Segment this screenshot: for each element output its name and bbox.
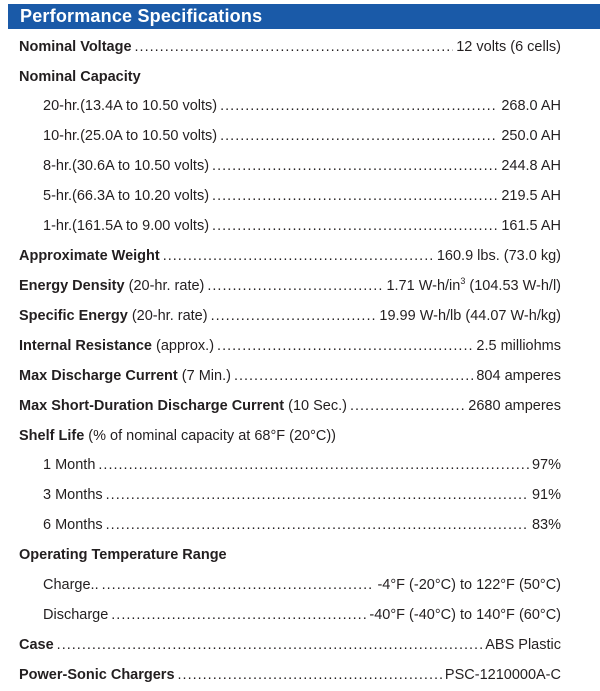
spec-heading-operating-temp [19,547,561,567]
capacity-rate: 10-hr. [43,128,81,144]
shelf-life-period: 1 Month [43,457,96,473]
shelf-life-period: 6 Months [43,517,103,533]
capacity-row [43,98,561,118]
spec-value [386,278,561,294]
dot-leader [212,218,498,234]
dot-leader [212,188,498,204]
temp-row-discharge [43,607,561,627]
dot-leader [207,278,383,294]
spec-label: Shelf Life [19,428,85,444]
capacity-detail: (161.5A to 9.00 volts) [72,218,210,234]
spec-row-energy-density [19,278,561,298]
shelf-life-value: 91% [531,487,561,503]
dot-leader [111,607,366,623]
spec-value: 19.99 W-h/lb (44.07 W-h/kg) [379,308,561,324]
dot-leader [106,517,529,533]
dot-leader [135,39,454,55]
spec-row-nominal-voltage [19,39,561,59]
capacity-detail: (66.3A to 10.20 volts) [72,188,210,204]
spec-heading: Nominal Capacity [19,69,141,85]
shelf-life-period: 3 Months [43,487,103,503]
capacity-row [43,218,561,238]
shelf-life-row [43,517,561,537]
shelf-life-value: 97% [531,457,561,473]
spec-label: Max Short-Duration Discharge Current [19,398,285,414]
spec-value: ABS Plastic [485,637,561,653]
spec-row-max-discharge [19,368,561,388]
dot-leader [350,398,465,414]
spec-row-specific-energy [19,308,561,328]
spec-row-max-short-duration [19,398,561,418]
temp-value: -4°F (-20°C) to 122°F (50°C) [377,577,561,593]
dot-leader [220,128,498,144]
temp-row-charge [43,577,561,597]
spec-row-internal-resistance [19,338,561,358]
dot-leader [102,577,375,593]
spec-row-chargers [19,667,561,687]
spec-value: PSC-1210000A-C [444,667,561,683]
spec-value: 2680 amperes [468,398,561,414]
spec-label: Approximate Weight [19,248,160,264]
spec-note: (10 Sec.) [288,398,347,414]
capacity-value: 244.8 AH [501,158,561,174]
dot-leader [178,667,442,683]
spec-row-case [19,637,561,657]
dot-leader [220,98,498,114]
capacity-rate: 20-hr. [43,98,81,114]
spec-label: Internal Resistance [19,338,152,354]
capacity-rate: 1-hr. [43,218,73,234]
shelf-life-row [43,487,561,507]
spec-row-approx-weight [19,248,561,268]
spec-note: (7 Min.) [181,368,231,384]
capacity-rate: 5-hr. [43,188,73,204]
spec-note: (% of nominal capacity at 68°F (20°C)) [88,428,337,444]
temp-label: Discharge [43,607,109,623]
spec-label: Energy Density [19,278,125,294]
dot-leader [163,248,434,264]
temp-value: -40°F (-40°C) to 140°F (60°C) [369,607,561,623]
spec-value: 2.5 milliohms [476,338,561,354]
spec-value: 804 amperes [476,368,561,384]
capacity-value: 161.5 AH [501,218,561,234]
spec-note: (20-hr. rate) [131,308,208,324]
spec-heading: Operating Temperature Range [19,547,227,563]
spec-heading-nominal-capacity [19,69,561,89]
spec-label: Case [19,637,54,653]
capacity-value: 250.0 AH [501,128,561,144]
spec-value: 12 volts (6 cells) [456,39,561,55]
spec-label: Power-Sonic Chargers [19,667,175,683]
spec-value-metric: (104.53 W-h/l) [465,278,561,294]
shelf-life-row [43,457,561,477]
spec-value: 160.9 lbs. (73.0 kg) [436,248,561,264]
dot-leader [217,338,473,354]
superscript-cubed: 3 [460,276,466,287]
dot-leader [212,158,498,174]
spec-label: Max Discharge Current [19,368,178,384]
section-header-bar [8,4,600,29]
spec-heading-shelf-life [19,428,561,448]
shelf-life-value: 83% [531,517,561,533]
capacity-row [43,128,561,148]
capacity-detail: (30.6A to 10.50 volts) [72,158,210,174]
capacity-row [43,158,561,178]
capacity-detail: (13.4A to 10.50 volts) [80,98,218,114]
dot-leader [211,308,377,324]
capacity-row [43,188,561,208]
spec-value-main: 1.71 W-h/in [386,278,461,294]
capacity-value: 219.5 AH [501,188,561,204]
capacity-detail: (25.0A to 10.50 volts) [80,128,218,144]
temp-label: Charge.. [43,577,99,593]
spec-note: (20-hr. rate) [128,278,205,294]
dot-leader [57,637,483,653]
spec-label: Specific Energy [19,308,128,324]
section-title: Performance Specifications [20,6,263,26]
capacity-rate: 8-hr. [43,158,73,174]
spec-note: (approx.) [156,338,215,354]
dot-leader [234,368,473,384]
dot-leader [106,487,529,503]
spec-label: Nominal Voltage [19,39,132,55]
capacity-value: 268.0 AH [501,98,561,114]
dot-leader [98,457,529,473]
